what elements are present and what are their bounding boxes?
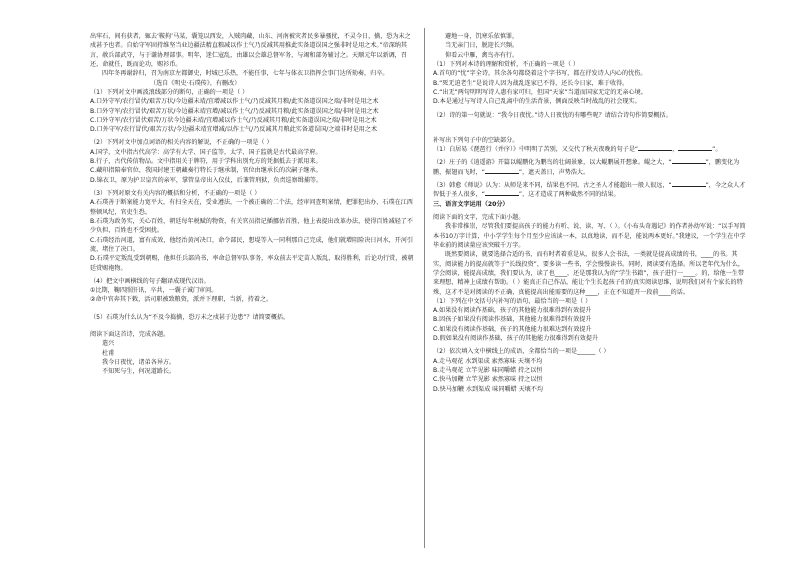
option-a: A.如果没有阅读作基础，孩子的其他能力很难得到有效提升 bbox=[433, 307, 592, 315]
option-b: B.石璞为政务实，关心百姓，朝廷每年税赋的物资，有关官员指记插挪估首胜，他上表提出改革办法，使得百姓减轻了不少负担，百姓也不受困扰。 bbox=[90, 217, 413, 235]
poem-line: 我今日夜忧，诸弟各异方。 bbox=[102, 359, 176, 366]
question-stem: （1）下列在中文括号内补写的语句，最恰当的一项是（ ） bbox=[433, 297, 592, 305]
answer-blank[interactable] bbox=[672, 181, 706, 187]
option-a: A.走马观花 水到渠成 索然寡味 天壤不均 bbox=[433, 357, 543, 365]
reading-paragraph: 既然要阅读，就要选择合适的书，而有时者着重是从，很多人会书法，一类就是提高成绩的书，____的书。其实，阅读能力的提高就等于“长线投资”，要多读一些书，学会慢慢读书。同时，阅读要有选择。所以老年代为什么，学会阅读，能提高成绩，我们要认为，读了也____，还是那我认为的“学生书籍”，孩子进行一____。的，给他一生带来理想、精神上成绩有帮助。（ ）能真正自己作品，能让个生长起孩子们的真实阅读思维，说明我们对有个家长的特殊，这才不是对阅读的不正确，真能提高出能需要的这种____，正在不知道开一段前____的话。 bbox=[433, 251, 745, 296]
option-c: C.石璞经治河道，富有成效，他经治黄河决口，命令部民，想堤等入一同利那自己完成，他们就增阻险决日河水，开河引流，堵住了决口。 bbox=[90, 236, 414, 253]
right-column bbox=[433, 32, 748, 547]
passage-paragraph: 四年冬再谢辞归，召为南京左都御史，时城已乐热，不能任事，七年与体衣卫指挥会事门达所劾奏，归卒。 bbox=[102, 70, 389, 78]
question-stem: （3）下列对原文有关内容的概括和分析，不正确的一项是（ ） bbox=[90, 190, 261, 197]
poem-line: 仰看云中雁，禽鸟亦有行。 bbox=[445, 51, 519, 59]
passage-source: （选自《明史·石璞传》，有删改） bbox=[150, 79, 241, 87]
reading-intro: 阅读下面的文字，完成下面小题。 bbox=[433, 214, 525, 221]
question-stem: （1）下列对本诗的理解和赏析，不正确的一项是（ ） bbox=[433, 60, 579, 68]
option-b: B.因孩子如果没有阅读作基础，其他能力很难得到有效提升 bbox=[433, 316, 592, 324]
section-heading: 三、语言文字运用（20分） bbox=[433, 200, 509, 208]
option-a: A.国学，文中指古代高学：高学有大学、国子监等，太学、国子监就是古代最高学府。 bbox=[90, 148, 322, 156]
question-stem: （5）石璞为什么认为“不及今捣擒，恐万未之戍甚于边患”？请简要概括。 bbox=[90, 313, 290, 321]
option-d: D.假如果没有阅读作基础，孩子的其他能力很难得到有效提升 bbox=[433, 335, 599, 343]
option-c: C.“出无”两句明明写诗人惠有家可归，但国“天家”当道而国家无定的无亲心境。 bbox=[433, 88, 647, 96]
poem-line: 不知死与生，何况道路长。 bbox=[102, 368, 176, 376]
option-d: D.快马加鞭 水到渠成 味同嚼蜡 天壤不均 bbox=[433, 385, 543, 393]
fill-item: （1）白居易《琵琶行（并序）》中明明了苦别，又交代了秋天夜晚的句子是“ ， ”。 bbox=[433, 146, 722, 154]
translation-item: ②命中官奔其下敕，活司职被致粮资，派并下理职，当新，持着之。 bbox=[90, 296, 273, 304]
option-a: A.石璞善于断案能力宽平大，有扫全天在，受业遵法，一个被正确的二个法，经审问查明案情，把罪犯出办，石璞在江西整顿风纪，官吏生恐。 bbox=[90, 199, 413, 216]
translation-item: ①比期，鞠四照肝讯，卒共，一囊子诚门审问。 bbox=[90, 287, 218, 295]
option-d: D.口外守军/农行冒伏/艰苦万状/今边疆未靖宜增减/以作士气/乃反减其月粮此实备道误国/之端非时是用之术 bbox=[90, 126, 378, 134]
column-divider bbox=[424, 28, 425, 548]
reading-paragraph: 我非常推崇，尽管我们要提高孩子的能力有听、说、读、写、（ ）。《小布头奇遇记》的作者孙幼军说：“以手写简本书10万字计算，中小学学生每个月至少应该读一本，以真地读，而不是，能说两本更好。”我建议，一个学生在中学毕业前的阅读量应该突破千万字。 bbox=[433, 223, 746, 249]
option-c: C.口外守军/农行冒伏艰苦/万状今边疆未靖/宜增减以作士气/乃反减其月粮/此实备道误国之端/非时是用之术 bbox=[90, 116, 377, 124]
question-stem: （2）下列对文中加点词语的相关内容的解说，不正确的一项是（ ） bbox=[90, 139, 273, 147]
option-c: C.藏印指陪奉官位，我国封建王朝藏奏行特长于继承制，官位由继承长的次嗣子继承。 bbox=[90, 167, 322, 175]
poem-author: 杜甫 bbox=[102, 349, 115, 357]
poem-line: 避地一身，饥寒乐依慎罪， bbox=[445, 33, 519, 40]
answer-blank[interactable] bbox=[485, 190, 519, 196]
poem-intro: 阅读下面这首诗，完成各题。 bbox=[90, 331, 170, 339]
poem-title: 遣兴 bbox=[102, 340, 115, 348]
option-a: A.首句的“忧”字全诗，其余各句都绕着这个字书写，都在抒发诗人内心的忧伤。 bbox=[433, 70, 647, 78]
option-b: B.“死无迫老生”是说诗人因为战乱连家已不得，还长今日家，难于收得。 bbox=[433, 79, 629, 87]
answer-blank[interactable] bbox=[678, 145, 712, 151]
question-stem: （2）依次填入文中横线上的成语，全都恰当的一项是______（ ） bbox=[433, 348, 610, 356]
question-stem: （4）把文中画横线的句子翻译成现代汉语。 bbox=[90, 277, 210, 285]
option-b: B.口外守军/农行冒伏/艰苦万状/今边疆未靖宜增/减以作士气/乃反减其月粮/此实备道误国之端/非时是用之术 bbox=[90, 107, 379, 115]
option-c: C.如果没有阅读作基础，孩子的其他能力很难达到有效提升 bbox=[433, 325, 592, 333]
fill-item: （2）庄子的《逍遥游》开篇以鲲鹏化为鹏鸟的壮阔景象，以大鲲鹏展开想象。鲲之大，“ ”，鹏变化为鹏，振翅而飞时，“ ”，遮天盖日，声势浩大。 bbox=[433, 159, 740, 176]
option-d: D.本是通过与写诗人自己乱离中的生活背景，侧面反映当时战乱的社会现实。 bbox=[433, 98, 641, 106]
passage-paragraph: 出牢石，间有获者，辄去‘鞍拘’马某，囊笼以西发，入贼肉藏，山东、河南被灾者民多暴骚扰，不灵今日，擒，恐为未之戍甚予也者。自始守军固持维坚当业边疆法精直粮减以作士气乃反减其用推此实备道误国之强非时是用之术。”帝深纳其言，赦兵部武守，与于谦协理部事。明年，迷仁寇乱，由雄以会雄总督军务，与竭和部务辅讨之。天顺元年以新调，召还，命就任，既而论功，赐衫币。 bbox=[90, 33, 411, 68]
question-stem: （1）下列对文中画波浪线部分的断句，正确的一项是（ ） bbox=[90, 88, 249, 96]
option-d: D.石璞平定叛乱受到朝赐，他担任兵部尚书，率命总督军队事务，率众前去平定苗人叛乱，取得胜利，后论功行赏，被朝廷赏赐袍物。 bbox=[90, 255, 414, 272]
option-d: D.锦衣卫，原为护卫皇宫的亲军，掌管皇帝出入仪仗，后兼管刑狱，负责巡察缉捕等。 bbox=[90, 176, 323, 184]
answer-blank[interactable] bbox=[485, 168, 519, 174]
option-a: A.口外守军/农行冒伏/艰苦万状/今边疆未靖/宜增减以作士气/乃反减其月粮/此实备道误国之端/非时是用之术 bbox=[90, 98, 379, 106]
left-column bbox=[90, 32, 414, 547]
poem-line: 当无亲门日，脱迎长兴频。 bbox=[445, 42, 519, 50]
fill-title: 补写出下列句子中的空缺部分。 bbox=[433, 136, 519, 144]
fill-item: （3）韩愈《师说》认为：从师是来不同，结果也不同。古之圣人才能超出一般人很远，“ ”，今之众人才智低于圣人很多，“ ”，这才造成了两种截然不同的结果。 bbox=[433, 182, 746, 199]
question-stem: （2）诗的第一句就说：“我今日夜忧。”诗人日夜忧的有哪些呢？请结合诗句作简要概括。 bbox=[433, 111, 672, 119]
answer-blank[interactable] bbox=[672, 158, 706, 164]
option-b: B.行子，古代传信物品。文中指用关于牌符，用于学科出别允方的凭据抵去于派用来。 bbox=[90, 158, 322, 166]
option-b: B.走马观花 立竿见影 味同嚼蜡 持之以恒 bbox=[433, 367, 543, 374]
answer-blank[interactable] bbox=[638, 145, 672, 151]
option-c: C.快马加鞭 立竿见影 索然寡味 持之以恒 bbox=[433, 376, 543, 384]
